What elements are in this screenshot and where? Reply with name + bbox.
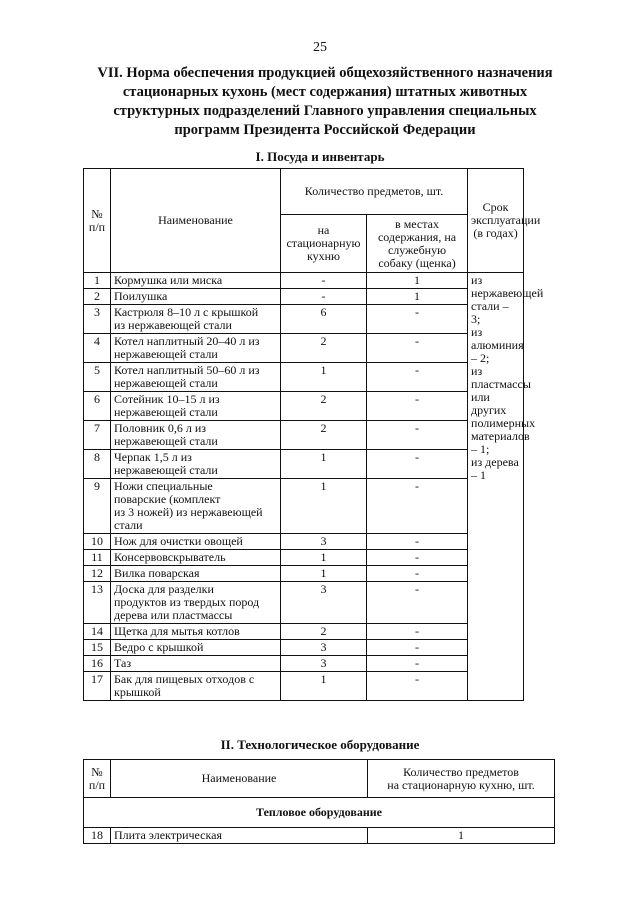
row-qty-kitchen: 3 (281, 534, 367, 550)
row-qty-kitchen: 1 (281, 672, 367, 701)
table-row (84, 363, 524, 392)
row-qty-kitchen: 1 (281, 479, 367, 534)
table-row (84, 828, 555, 844)
row-qty-kitchen: 2 (281, 334, 367, 363)
row-name: Котел наплитный 20–40 л из нержавеющей стали (111, 334, 281, 363)
table-row (84, 656, 524, 672)
row-num: 12 (84, 566, 111, 582)
row-qty-kitchen: 3 (281, 656, 367, 672)
row-qty-kitchen: - (281, 289, 367, 305)
row-qty-kitchen: 6 (281, 305, 367, 334)
table-row (84, 582, 524, 624)
row-num: 16 (84, 656, 111, 672)
row-qty-places: 1 (367, 289, 468, 305)
table-row (84, 566, 524, 582)
row-qty-places: - (367, 582, 468, 624)
row-qty-places: - (367, 479, 468, 534)
row-name: Поилушка (111, 289, 281, 305)
table-row (84, 305, 524, 334)
row-qty-kitchen: - (281, 273, 367, 289)
row-name: Таз (111, 656, 281, 672)
dishes-inventory-table (83, 168, 544, 701)
header-num: № п/п (84, 169, 111, 273)
table-row (84, 392, 524, 421)
row-num: 7 (84, 421, 111, 450)
row-name: Черпак 1,5 л из нержавеющей стали (111, 450, 281, 479)
row-num: 2 (84, 289, 111, 305)
section-2-title: II. Технологическое оборудование (220, 737, 420, 752)
row-name: Кастрюля 8–10 л с крышкой из нержавеющей стали (111, 305, 281, 334)
table-row (84, 273, 524, 289)
header-qty-places: в местах содержания, на служебную собаку (щенка) (367, 215, 468, 273)
row-name: Вилка поварская (111, 566, 281, 582)
row-num: 18 (84, 828, 111, 844)
section-1-title: I. Посуда и инвентарь (255, 149, 385, 164)
equipment-table (83, 759, 555, 844)
row-num: 1 (84, 273, 111, 289)
header-name: Наименование (111, 169, 281, 273)
row-num: 9 (84, 479, 111, 534)
subheader-thermal: Тепловое оборудование (84, 798, 555, 828)
row-qty-kitchen: 3 (281, 582, 367, 624)
row-qty-places: - (367, 334, 468, 363)
document-title: VII. Норма обеспечения продукцией общехозяйственного назначения стационарных кухонь (мест содержания) штатных животных структурных подразделений Главного управления специальных программ Президента Российской Федерации (97, 65, 553, 138)
row-qty-places: - (367, 421, 468, 450)
row-num: 15 (84, 640, 111, 656)
row-name: Нож для очистки овощей (111, 534, 281, 550)
row-qty-kitchen: 1 (281, 363, 367, 392)
header-term: Срок эксплуатации (в годах) (468, 169, 524, 273)
row-name: Щетка для мытья котлов (111, 624, 281, 640)
header-qty: Количество предметов на стационарную кухню, шт. (368, 760, 555, 798)
row-qty-places: - (367, 624, 468, 640)
row-num: 13 (84, 582, 111, 624)
row-num: 8 (84, 450, 111, 479)
table-row (84, 289, 524, 305)
table-row (84, 479, 524, 534)
header-name: Наименование (111, 760, 368, 798)
row-qty-places: - (367, 640, 468, 656)
row-qty-places: - (367, 534, 468, 550)
row-name: Сотейник 10–15 л из нержавеющей стали (111, 392, 281, 421)
row-qty-kitchen: 2 (281, 392, 367, 421)
row-qty-kitchen: 3 (281, 640, 367, 656)
table-row (84, 534, 524, 550)
table-row (84, 421, 524, 450)
row-qty-places: - (367, 392, 468, 421)
row-num: 17 (84, 672, 111, 701)
row-name: Плита электрическая (111, 828, 368, 844)
row-qty-places: - (367, 305, 468, 334)
header-num: № п/п (84, 760, 111, 798)
row-num: 6 (84, 392, 111, 421)
row-num: 4 (84, 334, 111, 363)
row-qty-places: - (367, 450, 468, 479)
table-row (84, 672, 524, 701)
row-qty-places: - (367, 550, 468, 566)
row-name: Ведро с крышкой (111, 640, 281, 656)
term-note: из нержавеющей стали – 3; из алюминия – 2; из пластмассы или других полимерных материалов – 1; из дерева – 1 (468, 273, 524, 701)
table-row (84, 624, 524, 640)
row-num: 10 (84, 534, 111, 550)
row-qty-kitchen: 1 (281, 566, 367, 582)
row-num: 11 (84, 550, 111, 566)
row-num: 14 (84, 624, 111, 640)
row-qty-kitchen: 1 (281, 550, 367, 566)
row-qty-places: - (367, 672, 468, 701)
table-row (84, 450, 524, 479)
row-qty-kitchen: 2 (281, 624, 367, 640)
row-qty-kitchen: 1 (281, 450, 367, 479)
row-num: 3 (84, 305, 111, 334)
header-qty: Количество предметов, шт. (281, 169, 468, 215)
row-qty: 1 (368, 828, 555, 844)
table-row (84, 334, 524, 363)
header-qty-kitchen: на стационарную кухню (281, 215, 367, 273)
row-name: Кормушка или миска (111, 273, 281, 289)
row-num: 5 (84, 363, 111, 392)
row-name: Доска для разделки продуктов из твердых пород дерева или пластмассы (111, 582, 281, 624)
row-name: Бак для пищевых отходов с крышкой (111, 672, 281, 701)
row-qty-places: 1 (367, 273, 468, 289)
row-qty-places: - (367, 656, 468, 672)
row-qty-kitchen: 2 (281, 421, 367, 450)
row-name: Котел наплитный 50–60 л из нержавеющей стали (111, 363, 281, 392)
row-name: Половник 0,6 л из нержавеющей стали (111, 421, 281, 450)
page-number: 25 (313, 40, 327, 55)
row-name: Консервовскрыватель (111, 550, 281, 566)
row-qty-places: - (367, 566, 468, 582)
row-name: Ножи специальные поварские (комплект из 3 ножей) из нержавеющей стали (111, 479, 281, 534)
table-row (84, 640, 524, 656)
row-qty-places: - (367, 363, 468, 392)
table-row (84, 550, 524, 566)
